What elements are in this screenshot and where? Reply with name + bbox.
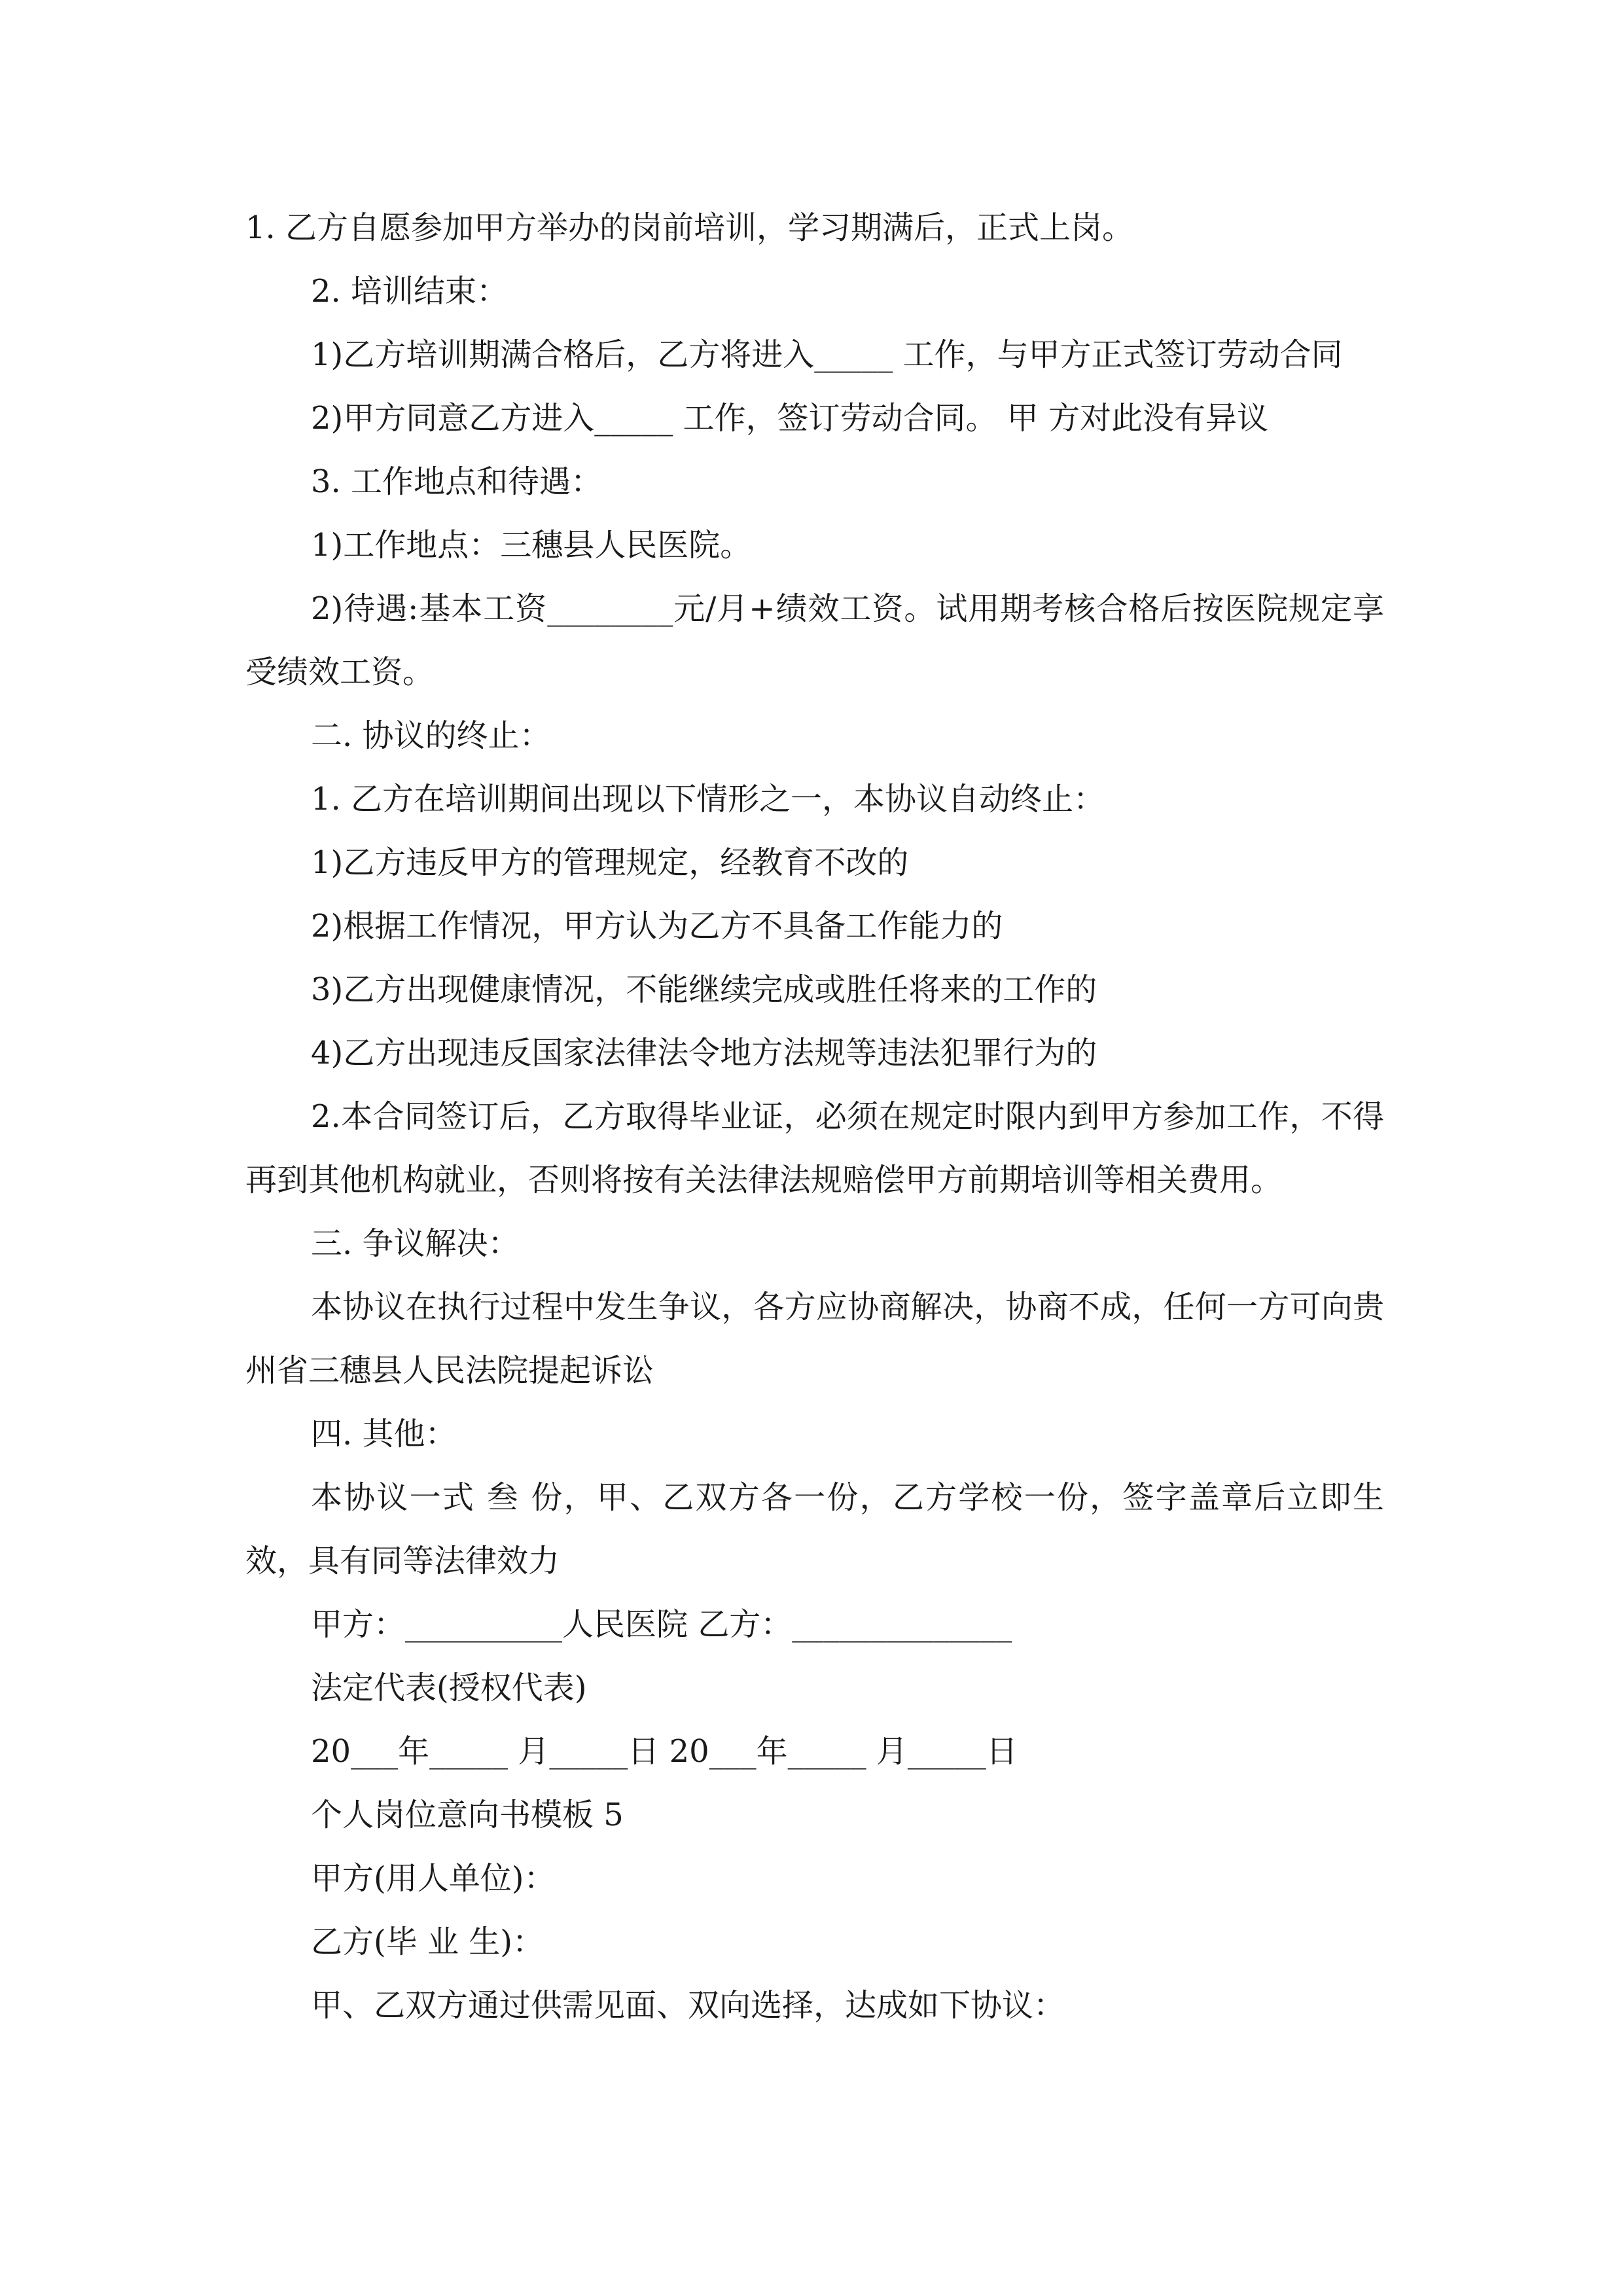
paragraph: 3. 工作地点和待遇： [311,463,603,500]
paragraph: 2)甲方同意乙方进入_____ 工作，签订劳动合同。 甲 方对此没有异议 [311,400,1269,437]
paragraph: 2.本合同签订后，乙方取得毕业证，必须在规定时限内到甲方参加工作，不得再到其他机构就业，否则将按有关法律法规赔偿甲方前期培训等相关费用。 [245,1098,1384,1198]
paragraph: 2)待遇:基本工资________元/月+绩效工资。试用期考核合格后按医院规定享受绩效工资。 [245,590,1384,691]
paragraph: 本协议一式 叁 份，甲、乙双方各一份，乙方学校一份，签字盖章后立即生效，具有同等法律效力 [245,1479,1384,1579]
paragraph: 1)乙方违反甲方的管理规定，经教育不改的 [311,844,909,881]
section-heading: 三. 争议解决： [311,1225,520,1262]
paragraph: 1)工作地点：三穗县人民医院。 [311,527,752,564]
party-a-line: 甲方(用人单位)： [311,1860,556,1897]
section-heading: 四. 其他： [311,1416,457,1452]
representative-line: 法定代表(授权代表) [311,1670,587,1706]
template-title: 个人岗位意向书模板 5 [311,1797,624,1833]
paragraph: 2)根据工作情况，甲方认为乙方不具备工作能力的 [311,908,1003,944]
paragraph: 4)乙方出现违反国家法律法令地方法规等违法犯罪行为的 [311,1035,1097,1071]
paragraph: 1. 乙方在培训期间出现以下情形之一，本协议自动终止： [311,781,1105,817]
signature-line: 甲方：__________人民医院 乙方：______________ [311,1606,1012,1643]
party-b-line: 乙方(毕 业 生)： [311,1924,544,1960]
document-body [245,196,1384,2037]
paragraph: 2. 培训结束： [311,273,508,310]
paragraph: 3)乙方出现健康情况，不能继续完成或胜任将来的工作的 [311,971,1097,1008]
paragraph: 1. 乙方自愿参加甲方举办的岗前培训，学习期满后，正式上岗。 [245,209,1134,246]
paragraph: 1)乙方培训期满合格后，乙方将进入_____ 工作，与甲方正式签订劳动合同 [311,336,1343,373]
paragraph: 甲、乙双方通过供需见面、双向选择，达成如下协议： [311,1987,1065,2024]
date-line: 20___年_____ 月_____日 20___年_____ 月_____日 [311,1733,1018,1770]
section-heading: 二. 协议的终止： [311,717,551,754]
paragraph: 本协议在执行过程中发生争议，各方应协商解决，协商不成，任何一方可向贵州省三穗县人民法院提起诉讼 [245,1289,1384,1389]
